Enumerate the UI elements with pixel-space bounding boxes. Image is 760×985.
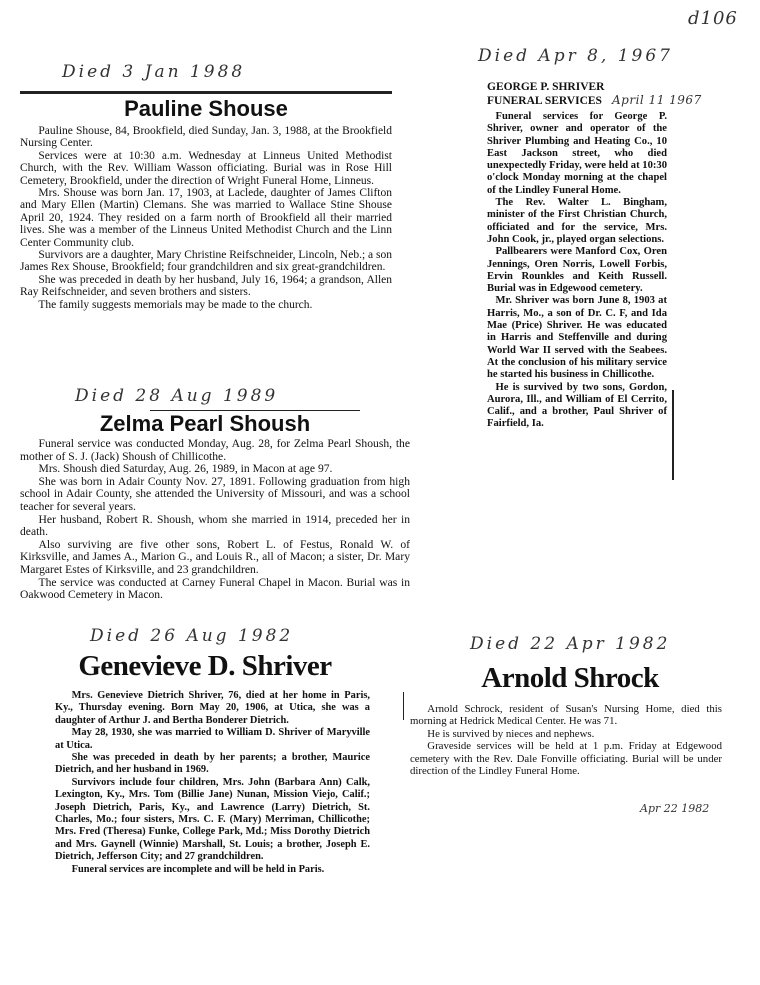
obituary-title: Zelma Pearl Shoush — [99, 411, 311, 436]
obituary-title: Genevieve D. Shriver — [78, 650, 332, 682]
paragraph: He is survived by two sons, Gordon, Aurora, Ill., and William of El Cerrito, Calif., and a brother, Paul Shriver of Fairfield, Ia. — [487, 381, 667, 430]
date-note: Died 3 Jan 1988 — [62, 62, 246, 82]
paragraph: Mrs. Genevieve Dietrich Shriver, 76, died at her home in Paris, Ky., Thursday evening. Born May 20, 1906, at Utica, she was a daughter of Arthur J. and Bertha Bonderer Dietrich. — [55, 690, 370, 726]
date-note: Died Apr 8, 1967 — [478, 46, 673, 66]
paragraph: Pallbearers were Manford Cox, Oren Jennings, Oren Norris, Lowell Forbis, Ervin Rounkles and Keith Russell. Burial was in Edgewood cemetery. — [487, 246, 667, 295]
paragraph: Pauline Shouse, 84, Brookfield, died Sunday, Jan. 3, 1988, at the Brookfield Nursing Center. — [20, 125, 392, 150]
obituary-body — [487, 111, 667, 431]
paragraph: Survivors are a daughter, Mary Christine Reifschneider, Lincoln, Neb.; a son James Rex Shouse, Brookfield; four grandchildren and six great-grandchildren. — [20, 249, 392, 274]
paragraph: Also surviving are five other sons, Robert L. of Festus, Ronald W. of Kirksville, and James A., Marion G., and Louis R., all of Macon; a sister, Dr. Mary Margaret Estes of Kirksville, and 23 grandchildren. — [20, 537, 410, 576]
paragraph: Funeral services are incomplete and will be held in Paris. — [71, 863, 325, 875]
paragraph: The service was conducted at Carney Funeral Chapel in Macon. Burial was in Oakwood Cemetery in Macon. — [20, 575, 410, 602]
column-edge — [672, 390, 674, 480]
paragraph: Her husband, Robert R. Shoush, whom she married in 1914, preceded her in death. — [20, 512, 410, 539]
paragraph: The family suggests memorials may be made to the church. — [38, 298, 313, 311]
paragraph: Survivors include four children, Mrs. John (Barbara Ann) Calk, Lexington, Ky., Mrs. Tom (Billie Jane) Nunan, Mission Viejo, Calif.; Joseph Dietrich, Paris, Ky., and Lawrence (Larry) Dietrich, St. Charles, Mo.; four sisters, Mrs. C. F. (Mary) Merriman, Chillicothe; Mrs. Fred (Theresa) Funke, College Park, Md.; Miss Dorothy Dietrich and Mrs. Gaynell (Winnie) Marshall, St. Louis; a brother, Joseph E. Dietrich, Jefferson City; and 27 grandchildren. — [55, 776, 370, 863]
paragraph: Funeral services for George P. Shriver, owner and operator of the Shriver Plumbing and Heating Co., 10 East Jackson street, who died unexpectedly Friday, were held at 10:30 o'clock Monday morning at the chapel of the Lindley Funeral Home. — [487, 111, 667, 196]
date-note: Died 26 Aug 1982 — [90, 626, 294, 646]
obituary-body — [20, 438, 410, 602]
date-note: Died 22 Apr 1982 — [470, 634, 671, 654]
paragraph: Graveside services will be held at 1 p.m. Friday at Edgewood cemetery with the Rev. Dale Fonville officiating. Burial will be under direction of the Lindley Funeral Home. — [410, 740, 722, 778]
paragraph: Mrs. Shoush died Saturday, Aug. 26, 1989, in Macon at age 97. — [38, 462, 333, 476]
paragraph: She was preceded in death by her husband, July 16, 1964; a grandson, Allen Ray Reifschneider, and seven brothers and sisters. — [20, 273, 392, 299]
obituary-title: Pauline Shouse — [124, 96, 288, 121]
paragraph: She was born in Adair County Nov. 27, 1891. Following graduation from high school in Adair County, she attended the University of Missouri, and was a school teacher for several years. — [20, 474, 410, 513]
handwritten-date: Apr 22 1982 — [640, 802, 710, 815]
divider — [20, 91, 392, 94]
obituary-body — [410, 703, 722, 777]
paragraph: She was preceded in death by her parents; a brother, Maurice Dietrich, and her husband in 1969. — [55, 752, 370, 776]
date-note: Died 28 Aug 1989 — [75, 386, 279, 406]
column-edge — [403, 692, 404, 720]
handwritten-date: April 11 1967 — [612, 93, 702, 107]
obituary-body — [20, 125, 392, 311]
paragraph: The Rev. Walter L. Bingham, minister of the First Christian Church, officiated and for the service, Mrs. John Cook, jr., played organ selections. — [487, 197, 667, 245]
paragraph: Mrs. Shouse was born Jan. 17, 1903, at Laclede, daughter of James Clifton and Mary Ellen (Martin) Clemans. She was married to Wallace Stine Shouse April 20, 1924. They resided on a farm north of Brookfield all their married lives. She was a member of the Linneus United Methodist Church and the Linn Center Community club. — [20, 187, 392, 249]
obituary-title: Arnold Shrock — [481, 662, 659, 694]
obituary-body — [55, 690, 370, 876]
paragraph: Mr. Shriver was born June 8, 1903 at Harris, Mo., a son of Dr. C. F, and Ida Mae (Price) Shriver. He was educated in Harris and Steffenville and during World War II served with the Seabees. At the conclusion of his military service he started his business in Chillicothe. — [487, 295, 667, 381]
obituary-subheading: FUNERAL SERVICES — [487, 95, 602, 107]
paragraph: He is survived by nieces and nephews. — [427, 727, 595, 740]
paragraph: Arnold Schrock, resident of Susan's Nursing Home, died this morning at Hedrick Medical Center. He was 71. — [410, 703, 722, 728]
page-number-note: d106 — [688, 8, 738, 29]
paragraph: Funeral service was conducted Monday, Aug. 28, for Zelma Pearl Shoush, the mother of S. J. (Jack) Shoush of Chillicothe. — [20, 437, 410, 463]
paragraph: May 28, 1930, she was married to William D. Shriver of Maryville at Utica. — [55, 727, 370, 751]
paragraph: Services were at 10:30 a.m. Wednesday at Linneus United Methodist Church, with the Rev. William Wasson officiating. Burial was in Rose Hill Cemetery, Brookfield, under the direction of Wright Funeral Home, Linneus. — [20, 149, 392, 187]
obituary-heading: GEORGE P. SHRIVER — [487, 81, 605, 93]
